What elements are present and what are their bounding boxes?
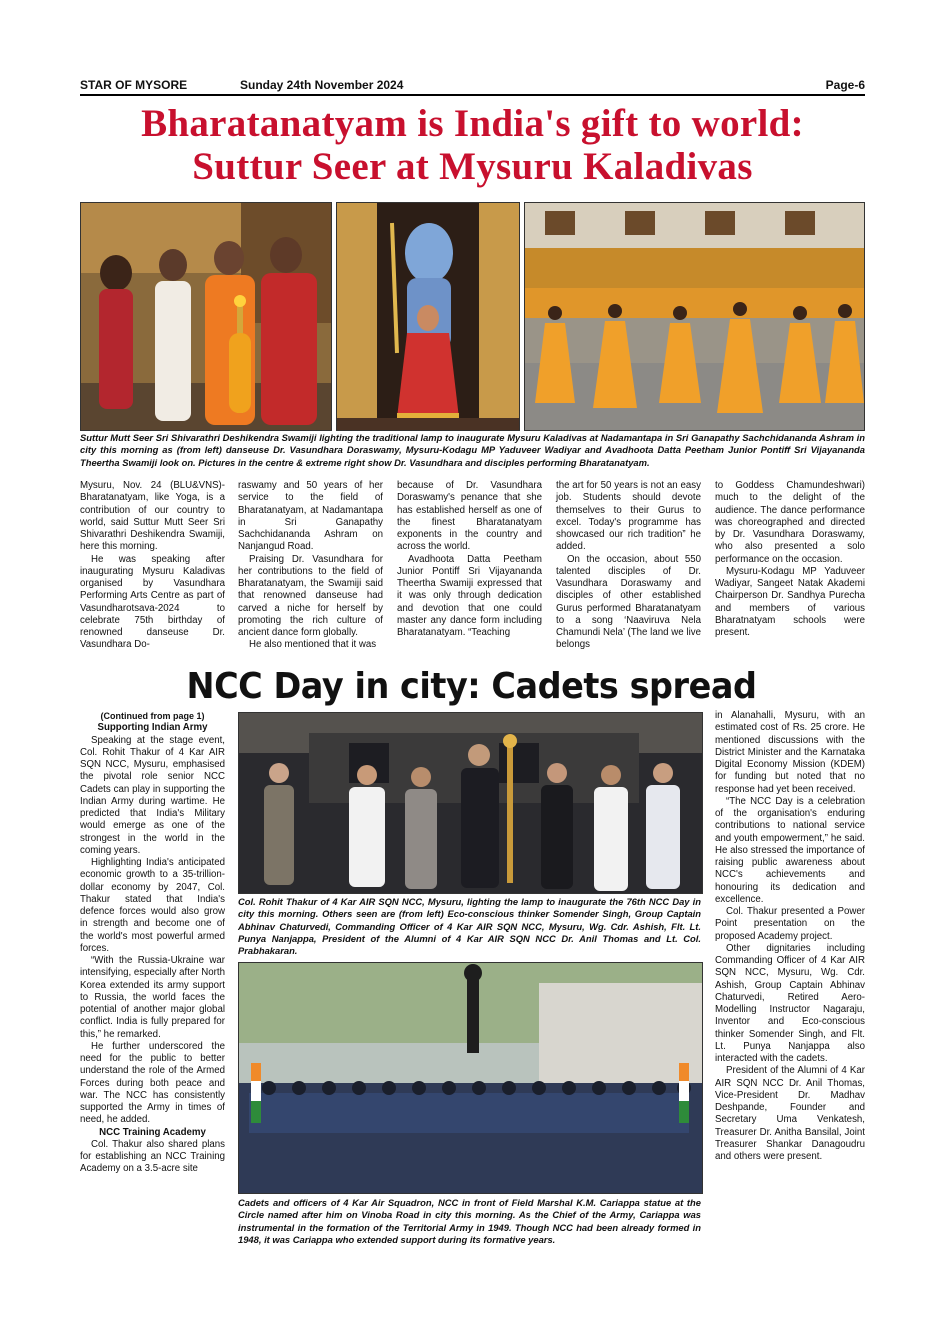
photo-cadets-group [238, 962, 703, 1194]
subhead-supporting-army: Supporting Indian Army [97, 722, 208, 734]
paragraph: because of Dr. Vasundhara Doraswamy's penance that she has established herself as one of the finest Bharatanatyam exponents in the country and across the world. [397, 480, 542, 553]
headline-line-2: Suttur Seer at Mysuru Kaladivas [192, 145, 753, 188]
paragraph: Mysuru, Nov. 24 (BLU&VNS)- Bharatanatyam, like Yoga, is a contribution of our country to world, said Suttur Mutt Seer Sri Shivarathri Deshikendra Swamiji, here this morning. [80, 480, 225, 553]
story1-column-3 [397, 480, 542, 639]
headline-line-1: Bharatanatyam is India's gift to world: [141, 102, 804, 145]
story2-left-column [80, 710, 225, 1176]
paragraph: “The NCC Day is a celebration of the organisation's enduring contributions to national service and youth empowerment,” he said. He also stressed the importance of raising public awareness about NCC's achievements and honouring its dedication and excellence. [715, 795, 865, 905]
issue-date: Sunday 24th November 2024 [240, 78, 404, 92]
photo-lamp-lighting [80, 202, 332, 431]
paragraph: Praising Dr. Vasundhara for her contributions to the field of Bharatanatyam, the Swamiji said that renowned danseuse had carved a niche for herself by promoting the rich culture of ancient dance form globally. [238, 553, 383, 638]
story1-column-1 [80, 480, 225, 652]
paragraph: On the occasion, about 550 talented disciples of Dr. Vasundhara Doraswamy and disciples of other established Gurus performed Bharatanatyam to a song ‘Naaviruva Nela Chamundi Nela’ (The land we live belongs [556, 553, 701, 651]
story1-column-5 [715, 480, 865, 639]
paragraph: in Alanahalli, Mysuru, with an estimated cost of Rs. 25 crore. He mentioned discussions with the District Minister and the Karnataka Digital Economy Mission (KDEM) for funding but noted that no response had yet been received. [715, 710, 865, 795]
paragraph: President of the Alumni of 4 Kar AIR SQN NCC Dr. Anil Thomas, Vice-President Dr. Madhav Deshpande, Founder and Secretary Uma Venkatesh, Treasurer Dr. Anitha Bansilal, Joint Treasurer Shankar Danagoudru and others were present. [715, 1065, 865, 1162]
paragraph: He also mentioned that it was [249, 639, 377, 651]
paragraph: “With the Russia-Ukraine war intensifying, especially after North Korea extended its army support to Russia, the world faces the potential of another major global conflict. India is fully prepared for this,” he remarked. [80, 955, 225, 1040]
paragraph: the art for 50 years is not an easy job. Students should devote themselves to their Gurus to excel. Today's programme has showcased our rich tradition” he added. [556, 480, 701, 553]
page-number: Page-6 [825, 78, 865, 92]
masthead [80, 76, 865, 96]
paragraph: Mysuru-Kodagu MP Yaduveer Wadiyar, Sangeet Natak Akademi Chairperson Dr. Sandhya Purecha and members of various Bharatnatyam schools were present. [715, 565, 865, 638]
photo-ncc-lamp-lighting [238, 712, 703, 894]
ncc-caption-1: Col. Rohit Thakur of 4 Kar AIR SQN NCC, Mysuru, lighting the lamp to inaugurate the 76th NCC Day in city this morning. Others seen are (from left) Eco-conscious thinker Somender Singh, Group Captain Abhinav Chaturvedi, Commanding Officer of 4 Kar AIR SQN NCC, Mysuru, Wg. Cdr. Ashish, Flt. Lt. Punya Nanjappa, President of the Alumni of 4 Kar AIR SQN NCC Dr. Anil Thomas and Lt. Col. Prabhakaran. [238, 896, 701, 957]
photo-group-dancers [524, 202, 865, 431]
photo-solo-dancer [336, 202, 520, 431]
paper-name: STAR OF MYSORE [80, 78, 188, 92]
paragraph: to Goddess Chamundeshwari) much to the delight of the audience. The dance performance was choreographed and directed by Dr. Vasundhara Doraswamy, who also presented a solo performance on the occasion. [715, 480, 865, 565]
story1-column-4 [556, 480, 701, 652]
story2-headline: NCC Day in city: Cadets spread [186, 666, 757, 707]
paragraph: Col. Thakur also shared plans for establishing an NCC Training Academy on a 3.5-acre site [80, 1138, 225, 1175]
story2-right-column [715, 710, 865, 1163]
paragraph: He was speaking after inaugurating Mysuru Kaladivas organised by Vasundhara Performing Arts Centre as part of Vasundharotsava-2024 to celebrate 75th birthday of renowned danseuse Dr. Vasundhara Do- [80, 553, 225, 651]
story1-headline [70, 102, 875, 188]
subhead-training-academy: NCC Training Academy [99, 1126, 206, 1138]
story1-caption: Suttur Mutt Seer Sri Shivarathri Deshikendra Swamiji lighting the traditional lamp to inaugurate Mysuru Kaladivas at Nadamantapa in Sri Ganapathy Sachchidananda Ashram in city this morning as (from left) danseuse Dr. Vasundhara Doraswamy, Mysuru-Kodagu MP Yaduveer Wadiyar and Avadhoota Datta Peetham Junior Pontiff Sri Vijayananda Theertha Swamiji look on. Pictures in the centre & extreme right show Dr. Vasundhara and disciples performing Bharatanatyam. [80, 432, 865, 468]
continued-note: (Continued from page 1) [100, 711, 205, 721]
paragraph: Avadhoota Datta Peetham Junior Pontiff Sri Vijayananda Theertha Swamiji expressed that it was only through dedication and devotion that one could master any dance form including Bharatanatyam. “Teaching [397, 553, 542, 638]
paragraph: raswamy and 50 years of her service to the field of Bharatanatyam, at Nadamantapa in Sri Ganapathy Sachchidananda Ashram on Nanjangud Road. [238, 480, 383, 553]
paragraph: Col. Thakur presented a Power Point presentation on the proposed Academy project. [715, 906, 865, 942]
paragraph: Other dignitaries including Commanding Officer of 4 Kar AIR SQN NCC, Mysuru, Wg. Cdr. Ashish, Group Captain Abhinav Chaturvedi, Retired Aero-Modelling Instructor Nagaraju, Inventor and Eco-conscious thinker Somender Singh, and Flt. Lt. Punya Nanjappa also interacted with the cadets. [715, 942, 865, 1064]
paragraph: He further underscored the need for the public to better understand the role of the Armed Forces during both peace and war. The NCC has consistently supported the Army in times of need, he added. [80, 1040, 225, 1126]
paragraph: Highlighting India's anticipated economic growth to a 35-trillion-dollar economy by 2047, Col. Thakur stated that India's defence forces would also grow in strength and become one of the world's most powerful armed forces. [80, 857, 225, 954]
paragraph: Speaking at the stage event, Col. Rohit Thakur of 4 Kar AIR SQN NCC, Mysuru, emphasised the pivotal role senior NCC Cadets can play in supporting the Indian Army during wartime. He predicted that India's Military would emerge as one of the strongest in the world in the coming years. [80, 734, 225, 856]
story1-column-2 [238, 480, 383, 652]
ncc-caption-2: Cadets and officers of 4 Kar Air Squadron, NCC in front of Field Marshal K.M. Cariappa statue at the Circle named after him on Vinoba Road in city this morning. As the Chief of the Army, Cariappa was instrumental in the formation of the Territorial Army in 1949. Though NCC had been already formed in 1948, it was Cariappa who extended support during its formative years. [238, 1197, 701, 1245]
